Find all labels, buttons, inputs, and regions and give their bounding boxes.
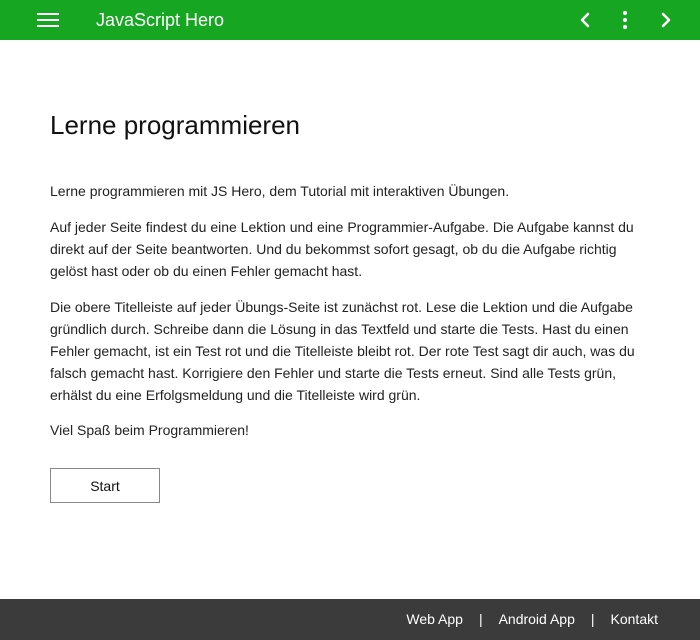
footer-link-android-app[interactable]: Android App	[498, 611, 575, 627]
footer-separator: |	[478, 611, 483, 627]
chevron-left-icon[interactable]	[573, 8, 597, 32]
footer-links	[406, 611, 658, 628]
footer-separator: |	[590, 611, 595, 627]
instructions-paragraph: Die obere Titelleiste auf jeder Übungs-Seite ist zunächst rot. Lese die Lektion und die Aufgabe gründlich durch. Schreibe dann die Lösung in das Textfeld und starte die Tests. Hast du einen Fehler gemacht, ist ein Test rot und die Titelleiste bleibt rot. Der rote Test sagt dir auch, was du falsch gemacht hast. Korrigiere den Fehler und starte die Tests erneut. Sind alle Tests grün, erhälst du eine Erfolgsmeldung und die Titelleiste wird grün.	[50, 299, 635, 403]
top-app-bar	[0, 0, 700, 40]
footer-link-kontakt[interactable]: Kontakt	[610, 611, 658, 627]
page-title: Lerne programmieren	[50, 110, 301, 140]
lesson-paragraph: Auf jeder Seite findest du eine Lektion und eine Programmier-Aufgabe. Die Aufgabe kannst du direkt auf der Seite beantworten. Und du bekommst sofort gesagt, ob du die Aufgabe richtig gelöst hast oder ob du einen Fehler gemacht hast.	[50, 219, 634, 279]
more-vertical-icon[interactable]	[613, 8, 637, 32]
closing-paragraph: Viel Spaß beim Programmieren!	[50, 422, 249, 438]
app-title: JavaScript Hero	[96, 10, 225, 30]
footer	[0, 599, 700, 640]
intro-paragraph: Lerne programmieren mit JS Hero, dem Tutorial mit interaktiven Übungen.	[50, 183, 510, 199]
footer-link-web-app[interactable]: Web App	[406, 611, 463, 627]
hamburger-menu-icon[interactable]	[37, 12, 59, 28]
start-button[interactable]: Start	[50, 468, 160, 503]
chevron-right-icon[interactable]	[654, 8, 678, 32]
